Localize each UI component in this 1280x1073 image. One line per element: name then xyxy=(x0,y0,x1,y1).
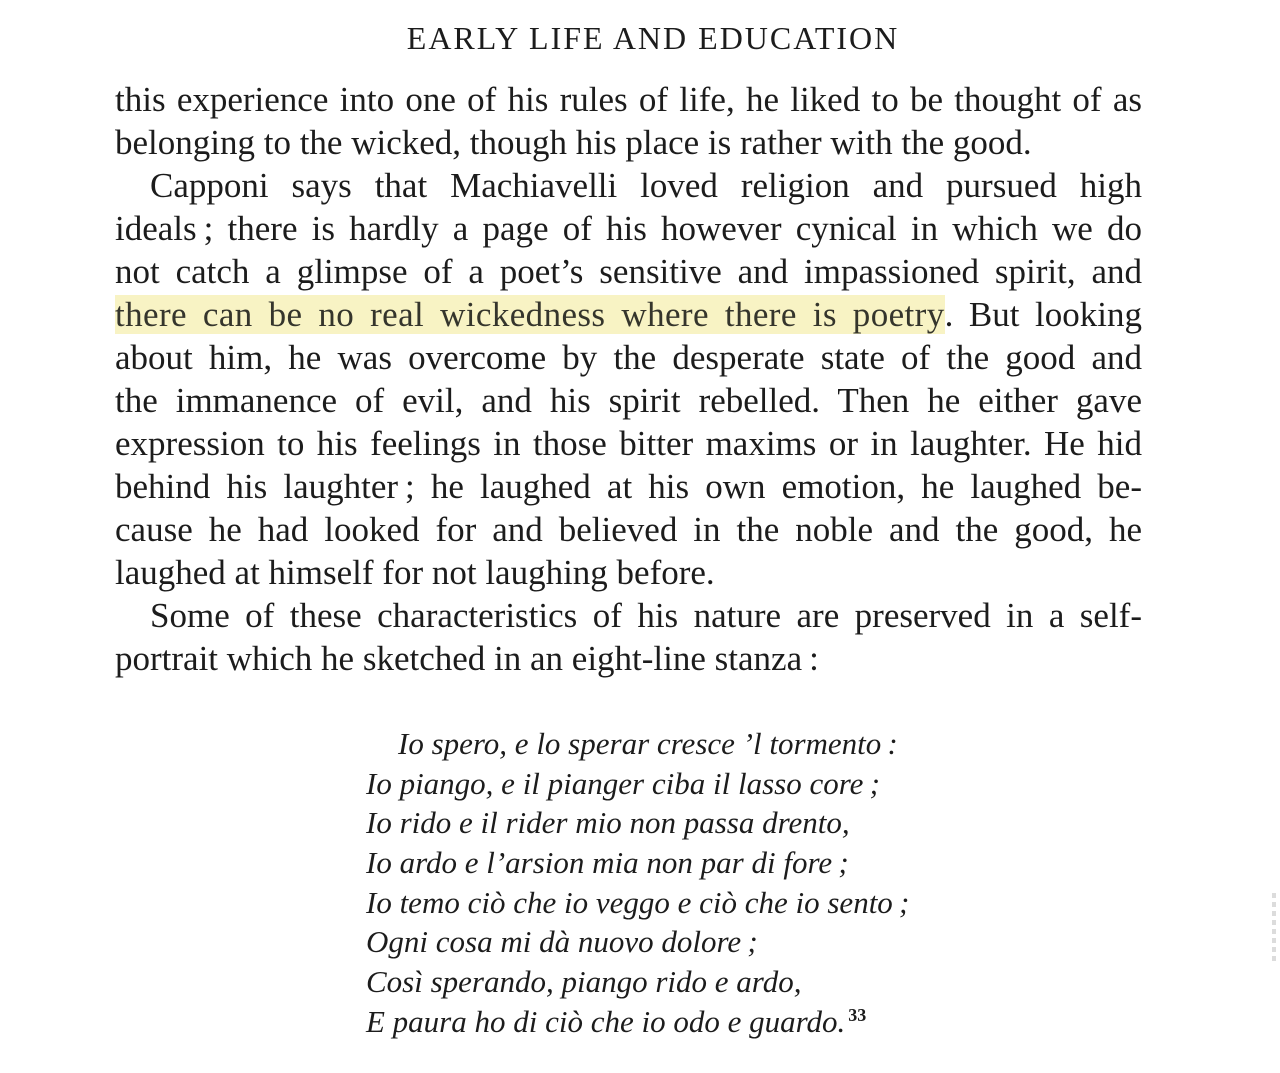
body-text-line: portrait which he sketched in an eight-line stanza : xyxy=(115,639,819,678)
body-text-line: Capponi says that Machiavelli loved religion and pursued high xyxy=(150,166,1142,205)
body-text-line: about him, he was overcome by the desperate state of the good and xyxy=(115,338,1142,377)
poem-stanza xyxy=(366,724,909,1042)
poem-line: Io temo ciò che io veggo e ciò che io sento ; xyxy=(366,884,910,920)
poem-line-last xyxy=(366,1002,909,1042)
body-text-line: belonging to the wicked, though his place is rather with the good. xyxy=(115,123,1032,162)
poem-line: Ogni cosa mi dà nuovo dolore ; xyxy=(366,924,758,960)
body-text-line: cause he had looked for and believed in the noble and the good, he xyxy=(115,510,1142,549)
scan-watermark-mark xyxy=(1272,893,1276,961)
highlighted-passage: there can be no real wickedness where there is poetry xyxy=(115,295,945,334)
poem-line: Io rido e il rider mio non passa drento, xyxy=(366,805,850,841)
body-text-line: behind his laughter ; he laughed at his own emotion, he laughed be- xyxy=(115,467,1142,506)
poem-line-text: E paura ho di ciò che io odo e guardo. xyxy=(366,1003,846,1039)
body-text-line: this experience into one of his rules of life, he liked to be thought of as xyxy=(115,80,1142,119)
body-text-line-with-highlight xyxy=(115,293,1142,336)
paragraph xyxy=(115,594,1142,680)
poem-line: Io ardo e l’arsion mia non par di fore ; xyxy=(366,845,849,881)
footnote-marker: 33 xyxy=(848,1004,867,1025)
poem-line: Così sperando, piango rido e ardo, xyxy=(366,964,802,1000)
body-text-line: ideals ; there is hardly a page of his however cynical in which we do xyxy=(115,209,1142,248)
body-text-line: the immanence of evil, and his spirit rebelled. Then he either gave xyxy=(115,381,1142,420)
running-head: EARLY LIFE AND EDUCATION xyxy=(406,20,900,56)
body-text-line: expression to his feelings in those bitter maxims or in laughter. He hid xyxy=(115,424,1142,463)
body-text-line: laughed at himself for not laughing before. xyxy=(115,553,715,592)
poem-line: Io piango, e il pianger ciba il lasso core ; xyxy=(366,765,880,801)
body-text xyxy=(115,78,1142,680)
poem-line: Io spero, e lo sperar cresce ’l tormento : xyxy=(398,726,898,761)
paragraph xyxy=(115,164,1142,594)
body-text-line: not catch a glimpse of a poet’s sensitive and impassioned spirit, and xyxy=(115,252,1142,291)
paragraph xyxy=(115,78,1142,164)
line-continuation: . But looking xyxy=(944,295,1142,334)
body-text-line: Some of these characteristics of his nature are preserved in a self- xyxy=(150,596,1142,635)
